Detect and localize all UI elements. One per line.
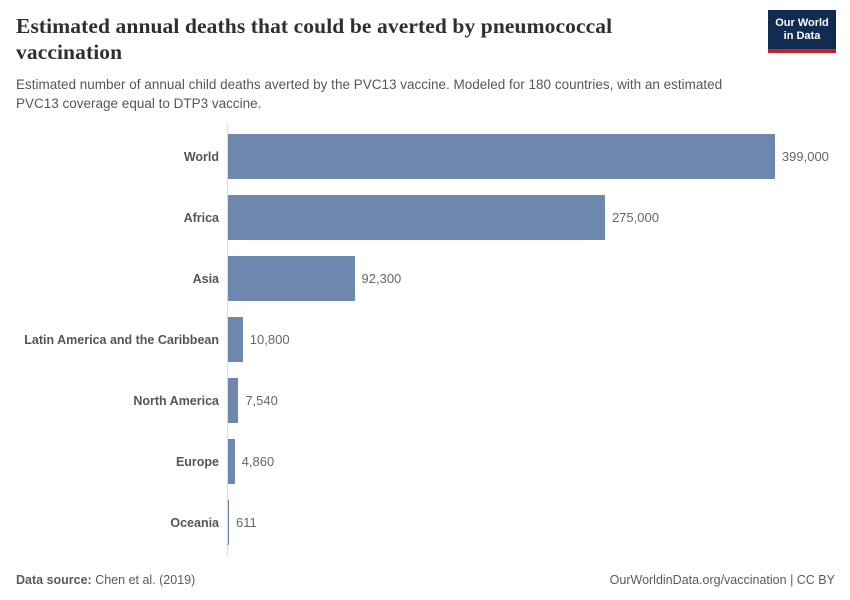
chart-footer	[16, 573, 835, 587]
page-title: Estimated annual deaths that could be averted by pneumococcal vaccination	[16, 14, 613, 64]
bar-area	[228, 248, 835, 309]
bar[interactable]	[228, 378, 238, 423]
category-label: Oceania	[170, 515, 219, 530]
category-label: North America	[133, 393, 219, 408]
bar[interactable]	[228, 195, 605, 240]
bar-area	[228, 431, 835, 492]
logo-line-1: Our World	[775, 17, 829, 29]
data-source-label: Data source:	[16, 573, 92, 587]
bar[interactable]	[228, 256, 355, 301]
value-label: 7,540	[245, 393, 278, 408]
bar[interactable]	[228, 317, 243, 362]
y-axis-line	[227, 124, 228, 557]
owid-logo	[768, 10, 836, 53]
value-label: 611	[236, 515, 257, 530]
bar-area	[228, 126, 835, 187]
chart-header	[0, 0, 850, 113]
bar-chart	[15, 126, 835, 553]
category-label: Asia	[192, 271, 219, 286]
logo-line-2: in Data	[783, 30, 821, 42]
value-label: 4,860	[241, 454, 275, 469]
bar-row	[15, 126, 835, 187]
credit-link[interactable]: OurWorldinData.org/vaccination | CC BY	[609, 573, 835, 587]
bar-rows	[15, 126, 835, 553]
category-label: Europe	[175, 454, 219, 469]
value-label: 399,000	[781, 149, 829, 164]
bar[interactable]	[228, 134, 775, 179]
bar-row	[15, 370, 835, 431]
category-label: Latin America and the Caribbean	[24, 332, 219, 347]
category-label: World	[183, 149, 219, 164]
data-source	[16, 573, 195, 587]
bar-row	[15, 248, 835, 309]
value-label: 10,800	[249, 332, 290, 347]
value-label: 275,000	[611, 210, 659, 225]
bar-area	[228, 187, 835, 248]
bar[interactable]	[228, 439, 235, 484]
data-source-value: Chen et al. (2019)	[91, 573, 196, 587]
bar[interactable]	[228, 500, 229, 545]
bar-area	[228, 370, 835, 431]
value-label: 92,300	[361, 271, 402, 286]
bar-area	[228, 309, 835, 370]
category-label: Africa	[183, 210, 219, 225]
bar-row	[15, 309, 835, 370]
bar-area	[228, 492, 835, 553]
bar-row	[15, 492, 835, 553]
chart-subtitle: Estimated number of annual child deaths averted by the PVC13 vaccine. Modeled for 180 countries, with an estimated PVC13 coverage equal to DTP3 vaccine.	[16, 77, 723, 111]
bar-row	[15, 187, 835, 248]
bar-row	[15, 431, 835, 492]
